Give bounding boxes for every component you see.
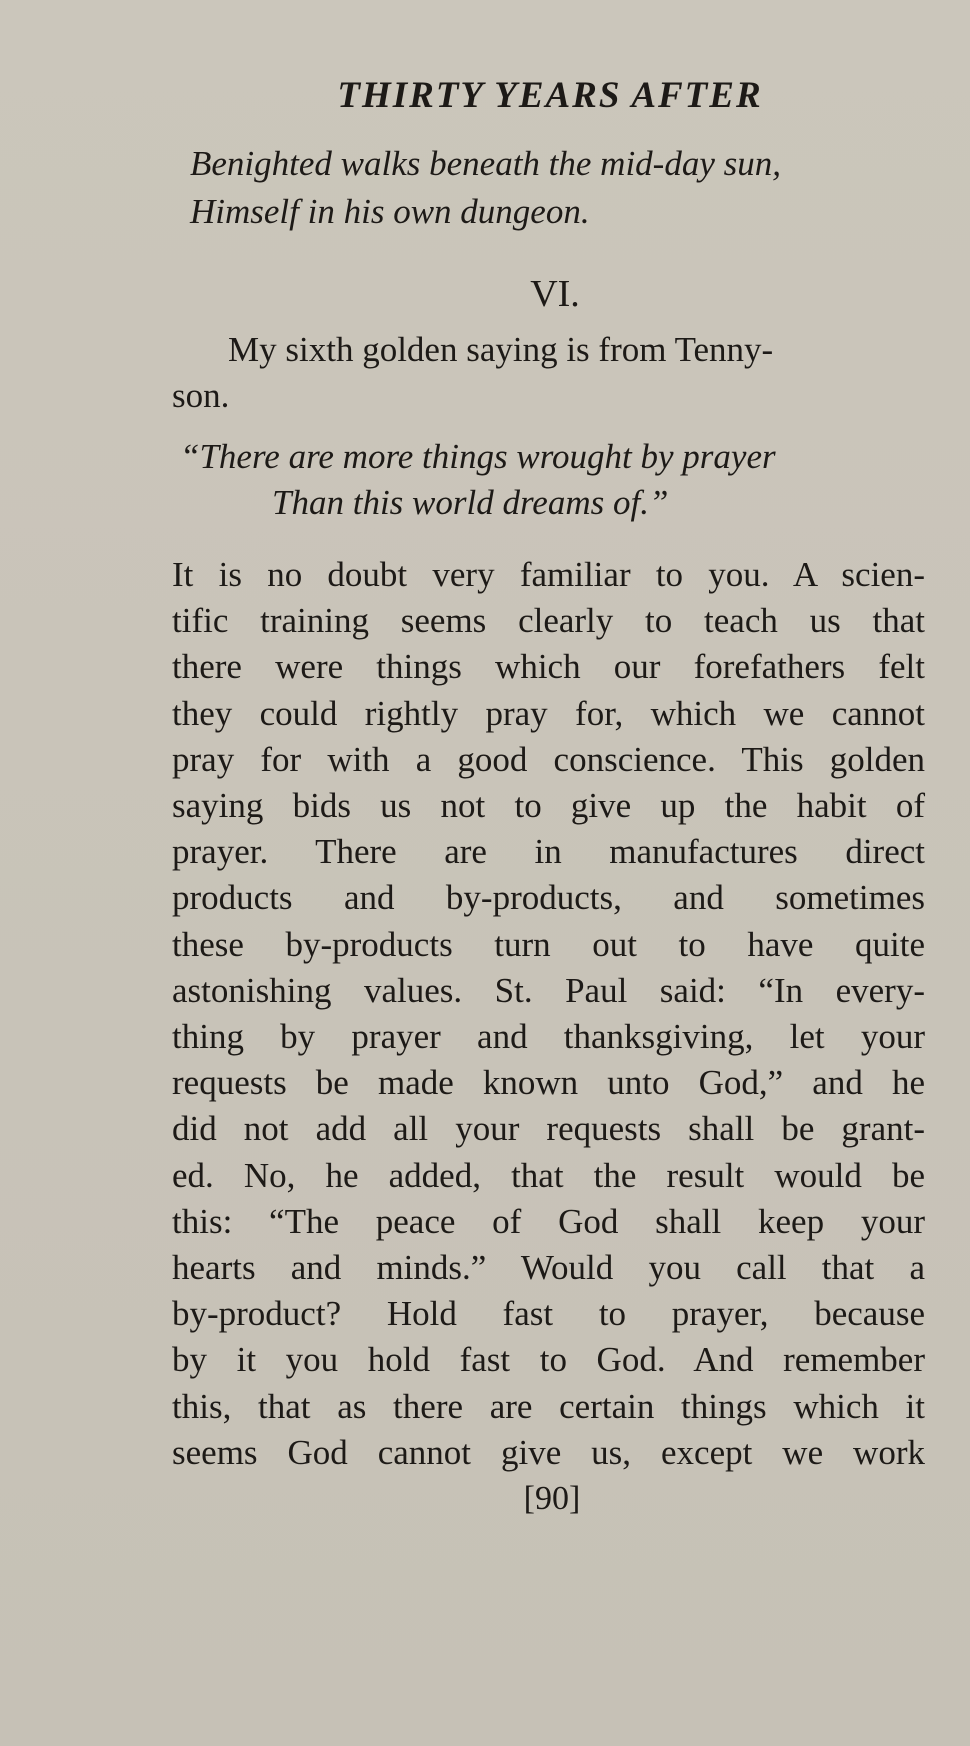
paragraph-line: tific training seems clearly to teach us that [172,601,925,641]
paragraph-line: by-product? Hold fast to prayer, because [172,1294,925,1334]
paragraph-line: they could rightly pray for, which we cannot [172,693,925,733]
paragraph-line: hearts and minds.” Would you call that a [172,1248,925,1288]
paragraph-line: this: “The peace of God shall keep your [172,1201,925,1241]
section-number: VI. [530,273,580,315]
paragraph-line: pray for with a good conscience. This golden [172,739,925,779]
paragraph-line: My sixth golden saying is from Tenny- [228,330,774,369]
paragraph-line: this, that as there are certain things which it [172,1386,925,1426]
page-number: [90] [523,1480,581,1517]
paragraph-line: did not add all your requests shall be grant- [172,1109,925,1149]
paragraph-line: ed. No, he added, that the result would be [172,1155,925,1195]
verse-quotation [190,140,950,236]
quotation-line: Than this world dreams of.” [272,483,669,522]
paragraph-line: these by-products turn out to have quite [172,924,925,964]
paragraph-line: saying bids us not to give up the habit of [172,786,925,826]
paragraph-line: son. [172,376,230,415]
paragraph-line: there were things which our forefathers felt [172,647,925,687]
verse-line: Himself in his own dungeon. [190,192,590,231]
paragraph-line: by it you hold fast to God. And remember [172,1340,925,1380]
paragraph-line: prayer. There are in manufactures direct [172,832,925,872]
quotation-line: “There are more things wrought by prayer [180,437,776,476]
paragraph-line: It is no doubt very familiar to you. A scien- [172,555,925,594]
paragraph-line: seems God cannot give us, except we work [172,1432,925,1472]
paragraph-line: requests be made known unto God,” and he [172,1063,925,1103]
body-paragraph [172,552,925,1476]
running-head: THIRTY YEARS AFTER [337,75,763,116]
verse-line: Benighted walks beneath the mid-day sun, [190,144,781,183]
tennyson-quotation [180,434,940,526]
paragraph-line: astonishing values. St. Paul said: “In every- [172,970,925,1010]
paragraph-line: thing by prayer and thanksgiving, let your [172,1017,925,1057]
intro-paragraph [172,327,932,419]
paragraph-line: products and by-products, and sometimes [172,878,925,918]
